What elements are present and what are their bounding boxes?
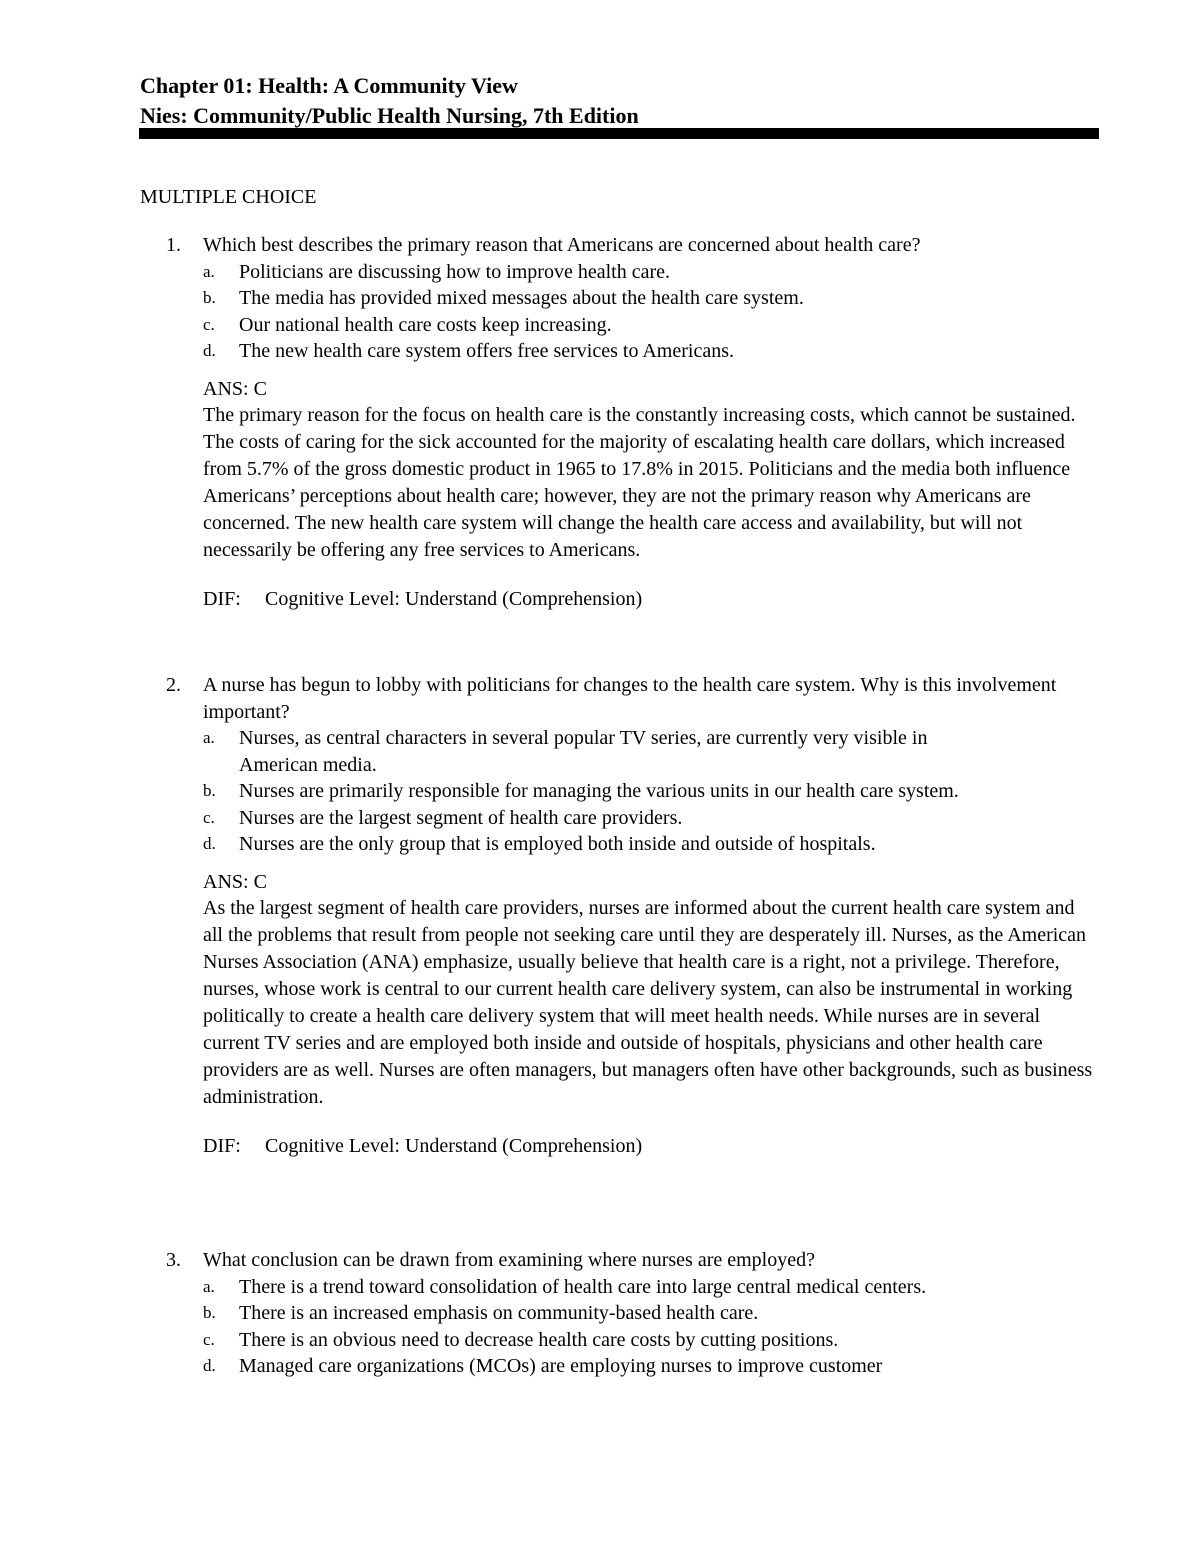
question-number: 2.	[166, 674, 181, 696]
difficulty-value: Cognitive Level: Understand (Comprehension)	[265, 588, 643, 610]
option-letter: c.	[203, 314, 215, 334]
option-text: There is a trend toward consolidation of health care into large central medical centers.	[239, 1275, 927, 1298]
option-list	[140, 1274, 1100, 1380]
option-letter: b.	[203, 288, 216, 307]
header-rule	[139, 128, 1099, 139]
option-d	[140, 1353, 1099, 1380]
option-text: Managed care organizations (MCOs) are employing nurses to improve customer	[239, 1355, 883, 1377]
option-d	[140, 338, 1019, 365]
option-letter: a.	[203, 1276, 215, 1296]
option-letter: a.	[203, 261, 215, 281]
option-letter: d.	[203, 341, 216, 360]
difficulty-line	[140, 586, 1100, 612]
option-a	[140, 259, 1019, 286]
option-list	[140, 259, 1100, 365]
question-text: A nurse has begun to lobby with politicians for changes to the health care system. Why is this involvement important?	[203, 674, 1057, 723]
option-d	[140, 831, 1099, 858]
question-3	[140, 1247, 1100, 1380]
difficulty-value: Cognitive Level: Understand (Comprehension)	[265, 1135, 643, 1157]
option-text: There is an increased emphasis on community-based health care.	[239, 1302, 759, 1324]
question-text: Which best describes the primary reason that Americans are concerned about health care?	[203, 234, 921, 256]
option-text: The new health care system offers free services to Americans.	[239, 340, 734, 362]
option-text: The media has provided mixed messages about the health care system.	[239, 287, 804, 309]
question-number: 3.	[166, 1249, 181, 1271]
question-stem	[140, 672, 1083, 725]
option-letter: c.	[203, 1329, 215, 1349]
question-stem	[140, 1247, 1100, 1274]
option-letter: b.	[203, 781, 216, 800]
option-text: Nurses are primarily responsible for managing the various units in our health care system.	[239, 780, 959, 802]
question-text: What conclusion can be drawn from examining where nurses are employed?	[203, 1249, 815, 1271]
option-c	[140, 312, 1019, 339]
option-text: Nurses, as central characters in several popular TV series, are currently very visible in American media.	[239, 727, 928, 776]
option-text: There is an obvious need to decrease health care costs by cutting positions.	[239, 1328, 839, 1351]
option-letter: d.	[203, 1356, 216, 1375]
option-c	[140, 1327, 1099, 1354]
question-2	[140, 672, 1100, 1159]
answer-key: ANS: C	[203, 870, 267, 893]
answer-key: ANS: C	[203, 377, 267, 400]
answer-rationale: The primary reason for the focus on health care is the constantly increasing costs, which cannot be sustained. The costs of caring for the sick accounted for the majority of escalating health care dollars, which increased from 5.7% of the gross domestic product in 1965 to 17.8% in 2015. Politicians and the media both influence Americans’ perceptions about health care; however, they are not the primary reason why Americans are concerned. The new health care system will change the health care access and availability, but will not necessarily be offering any free services to Americans.	[203, 404, 1076, 561]
answer-rationale: As the largest segment of health care providers, nurses are informed about the current health care system and all the problems that result from people not seeking care until they are desperately ill. Nurses, as the American Nurses Association (ANA) emphasize, usually believe that health care is a right, not a privilege. Therefore, nurses, whose work is central to our current health care delivery system, can also be instrumental in working politically to create a health care delivery system that will meet health needs. While nurses are in several current TV series and are employed both inside and outside of hospitals, physicians and other health care providers are as well. Nurses are often managers, but managers often have other backgrounds, such as business administration.	[203, 897, 1093, 1108]
option-b	[140, 778, 999, 805]
option-letter: d.	[203, 834, 216, 853]
option-text: Our national health care costs keep increasing.	[239, 313, 612, 336]
question-1	[140, 232, 1100, 612]
option-text: Politicians are discussing how to improve health care.	[239, 260, 671, 283]
section-heading: MULTIPLE CHOICE	[140, 186, 317, 208]
option-text: Nurses are the largest segment of health care providers.	[239, 806, 683, 829]
difficulty-label: DIF:	[203, 1135, 241, 1157]
option-a	[140, 1274, 999, 1301]
question-stem	[140, 232, 1100, 259]
difficulty-line	[140, 1133, 1100, 1159]
option-b	[140, 1300, 999, 1327]
option-b	[140, 285, 1019, 312]
difficulty-label: DIF:	[203, 588, 241, 610]
chapter-title: Chapter 01: Health: A Community View	[140, 73, 518, 98]
option-letter: c.	[203, 807, 215, 827]
option-text: Nurses are the only group that is employed both inside and outside of hospitals.	[239, 833, 876, 855]
book-title: Nies: Community/Public Health Nursing, 7th Edition	[140, 103, 639, 128]
option-list	[140, 725, 1100, 858]
option-letter: a.	[203, 728, 215, 747]
option-letter: b.	[203, 1303, 216, 1322]
question-number: 1.	[166, 234, 181, 256]
option-c	[140, 805, 999, 832]
option-a	[140, 725, 999, 778]
